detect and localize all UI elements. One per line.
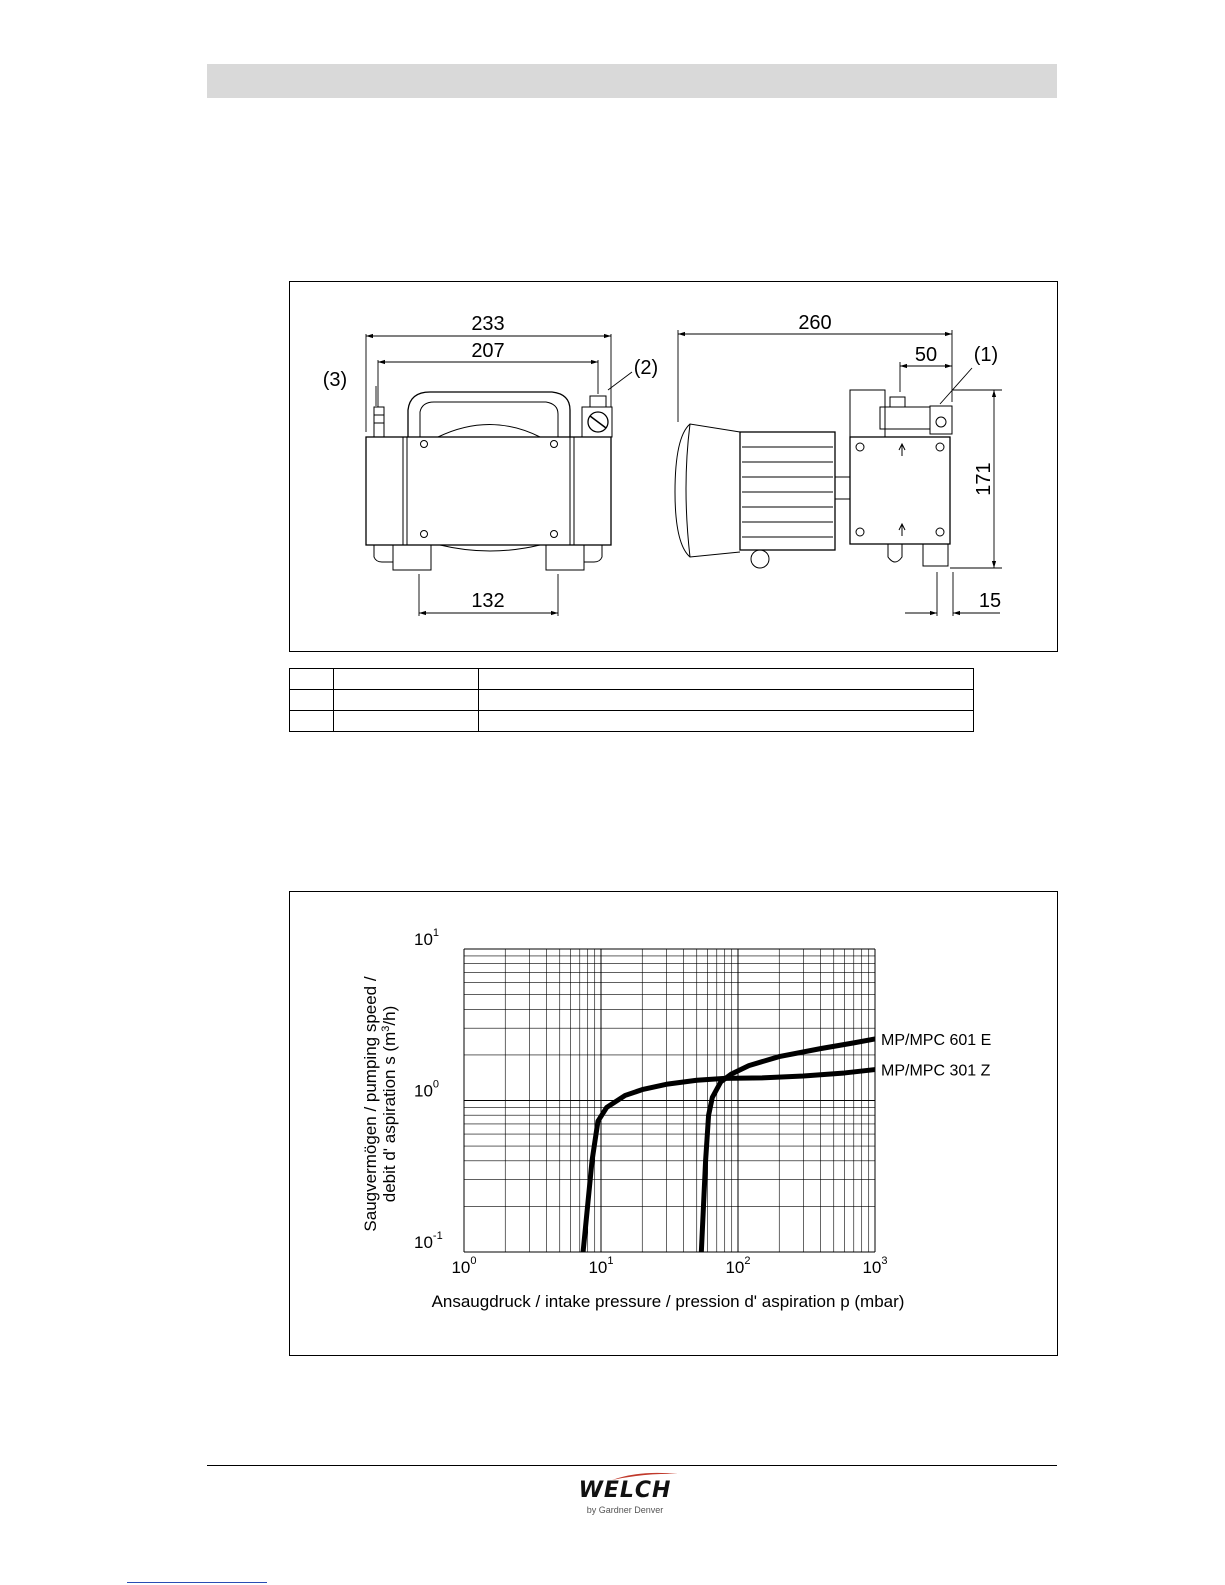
dim-width-total: 233 [471, 313, 505, 335]
table-cell [290, 669, 334, 690]
table-cell [334, 669, 479, 690]
table-cell [479, 669, 974, 690]
table-cell [479, 711, 974, 732]
dim-length-total: 260 [798, 312, 832, 334]
table-row [290, 711, 974, 732]
y-tick-label: $10^{-1}$ [414, 1230, 443, 1252]
x-axis-label: Ansaugdruck / intake pressure / pression d' aspiration p (mbar) [431, 1292, 905, 1311]
table-row [290, 690, 974, 711]
series-label-1: MP/MPC 601 E [881, 1031, 992, 1049]
welch-logo [560, 1478, 690, 1515]
x-tick-label: $10^0$ [451, 1255, 477, 1277]
y-axis-label-line1: Saugvermögen / pumping speed / [361, 976, 380, 1232]
chart-ticks [414, 927, 888, 1277]
table-cell [290, 711, 334, 732]
x-tick-label: $10^1$ [588, 1255, 614, 1277]
x-tick-label: $10^3$ [862, 1255, 888, 1277]
dim-foot-offset: 15 [978, 590, 1002, 612]
dim-width-inner: 207 [471, 340, 505, 362]
y-axis-label-line2 [380, 1006, 399, 1202]
logo-wordmark: WELCH [578, 1478, 672, 1503]
dimension-drawing-figure [289, 281, 1058, 652]
table-cell [334, 690, 479, 711]
y-axis-label-superscript: 3 [380, 1025, 392, 1032]
y-axis-label [361, 976, 399, 1231]
table-cell [479, 690, 974, 711]
footer-divider [207, 1465, 1057, 1466]
dim-height: 171 [973, 462, 995, 496]
bottom-link-underline[interactable] [127, 1582, 267, 1583]
dim-feet-spacing: 132 [471, 590, 505, 612]
table-cell [290, 690, 334, 711]
y-axis-label-line2-post: /h) [380, 1005, 399, 1026]
dimension-drawing [290, 282, 1059, 653]
y-axis-label-line2-pre: debit d' aspiration s (m [380, 1031, 399, 1203]
pump-side-view [675, 390, 952, 568]
chart-series [583, 1032, 991, 1252]
pumping-speed-chart [290, 892, 1059, 1357]
y-tick-label: $10^1$ [414, 927, 440, 949]
callout-2: (2) [633, 357, 659, 379]
logo-tagline: by Gardner Denver [586, 1505, 664, 1515]
dim-port-offset: 50 [914, 344, 938, 366]
chart-grid [464, 949, 875, 1252]
callout-1: (1) [973, 344, 999, 366]
series-label-0: MP/MPC 301 Z [881, 1062, 991, 1080]
pumping-speed-chart-figure [289, 891, 1058, 1356]
callout-3: (3) [322, 369, 348, 391]
y-tick-label: $10^0$ [414, 1078, 440, 1101]
pump-front-view [366, 392, 612, 570]
x-tick-label: $10^2$ [725, 1255, 751, 1277]
table-cell [334, 711, 479, 732]
legend-table [289, 668, 974, 732]
table-row [290, 669, 974, 690]
header-bar [207, 64, 1057, 98]
